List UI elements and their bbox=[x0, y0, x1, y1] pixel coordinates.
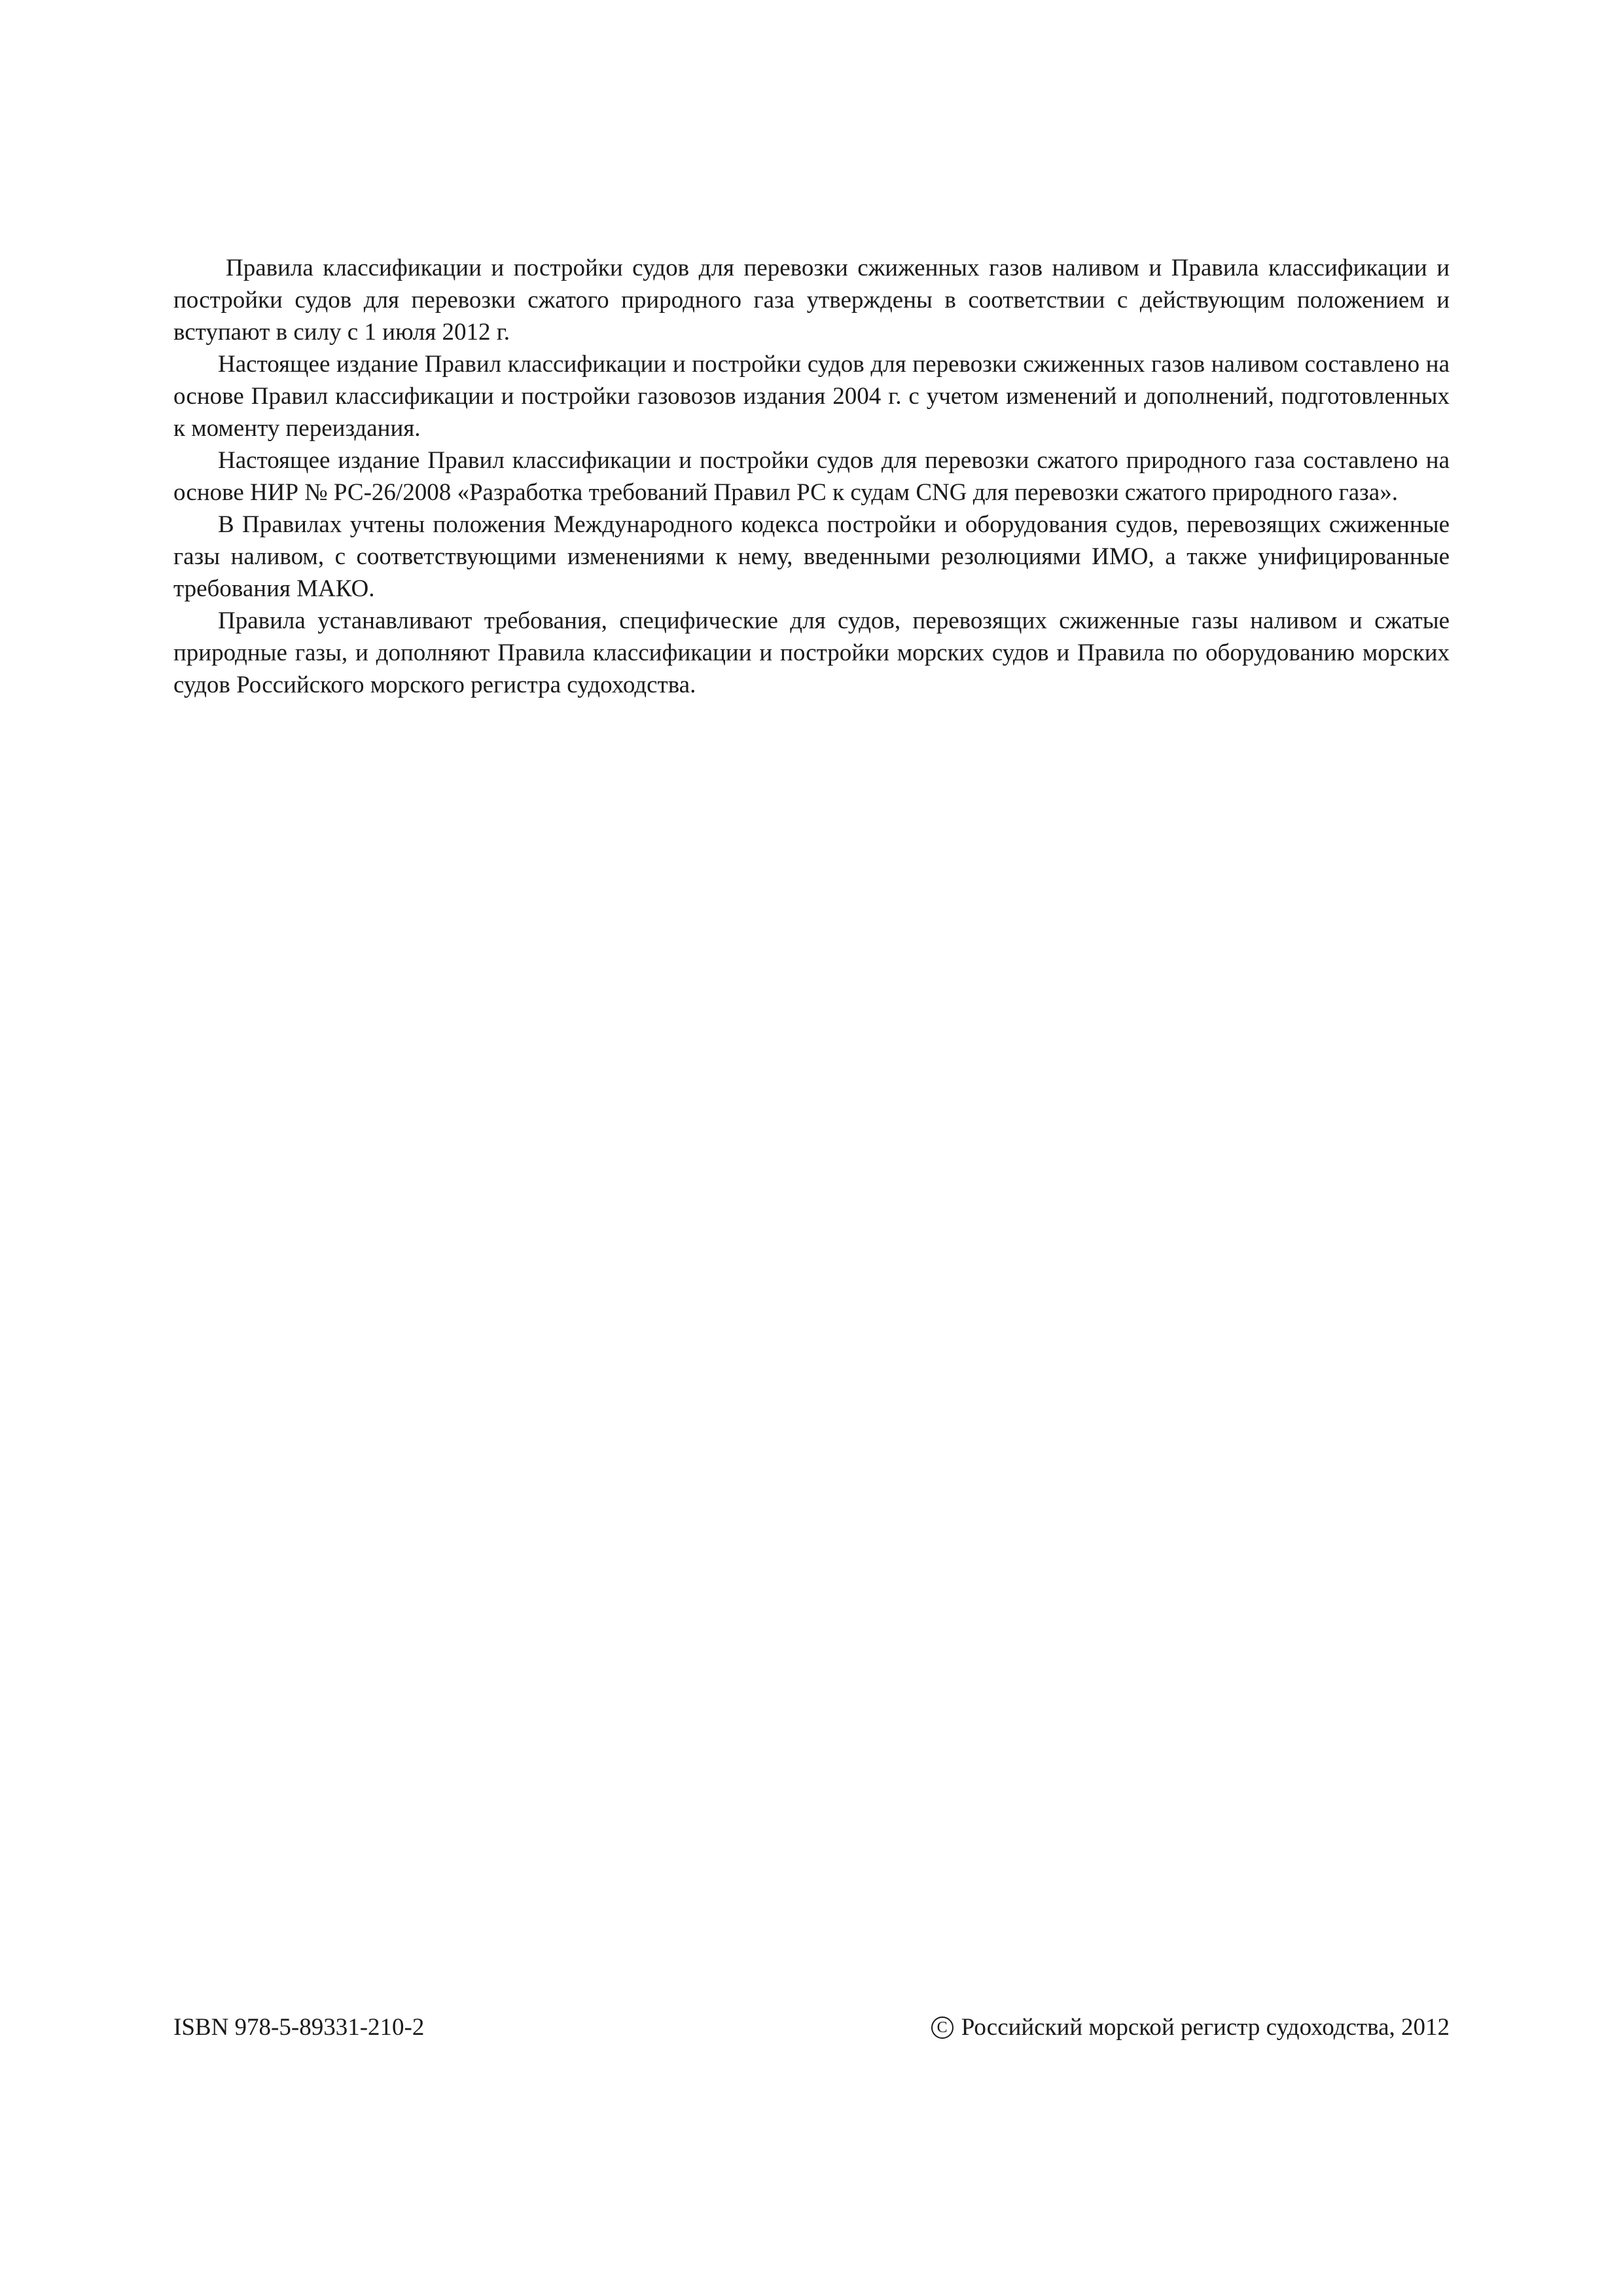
paragraph-approval: Правила классификации и постройки судов для перевозки сжиженных газов наливом и Правила классификации и постройки судов для перевозки сжатого природного газа утверждены в соответствии с действующим положением и вступают в силу с 1 июля 2012 г. bbox=[173, 255, 1450, 346]
paragraph-cng-edition: Настоящее издание Правил классификации и постройки судов для перевозки сжатого природного газа составлено на основе НИР № РС-26/2008 «Разработка требований Правил РС к судам CNG для перевозки сжатого природного газа». bbox=[173, 447, 1450, 506]
paragraph-lng-edition: Настоящее издание Правил классификации и постройки судов для перевозки сжиженных газов наливом составлено на основе Правил классификации и постройки газовозов издания 2004 г. с учетом изменений и дополнений, подготовленных к моменту переиздания. bbox=[173, 351, 1450, 442]
paragraph-scope: Правила устанавливают требования, специфические для судов, перевозящих сжиженные газы наливом и сжатые природные газы, и дополняют Правила классификации и постройки морских судов и Правила по оборудованию морских судов Российского морского регистра судоходства. bbox=[173, 607, 1450, 698]
paragraph-igc-code: В Правилах учтены положения Международного кодекса постройки и оборудования судов, перевозящих сжиженные газы наливом, с соответствующими изменениями к нему, введенными резолюциями ИМО, а также унифицированные требования МАКО. bbox=[173, 511, 1450, 602]
copyright-icon: C bbox=[931, 2017, 954, 2039]
isbn-number: ISBN 978-5-89331-210-2 bbox=[173, 2014, 425, 2041]
body-text bbox=[173, 252, 1450, 701]
page-footer bbox=[173, 2011, 1450, 2044]
copyright-notice bbox=[931, 2011, 1450, 2044]
copyright-text: Российский морской регистр судоходства, 2012 bbox=[961, 2014, 1450, 2041]
